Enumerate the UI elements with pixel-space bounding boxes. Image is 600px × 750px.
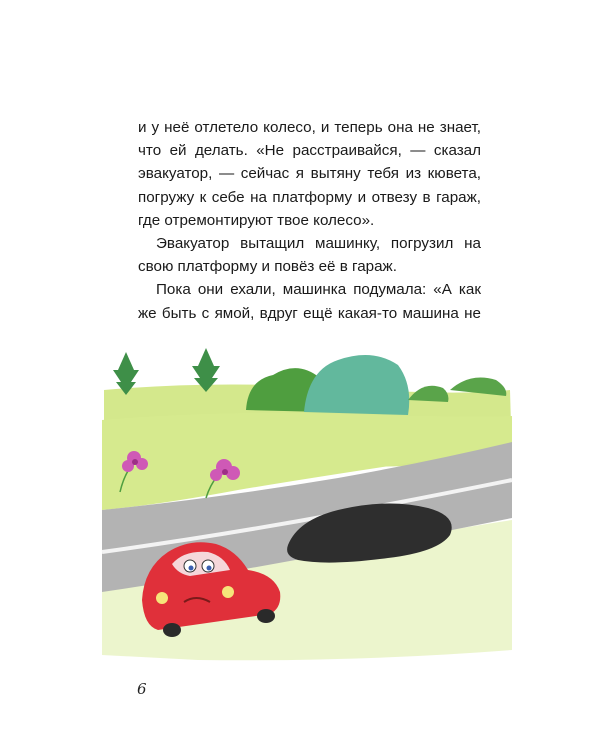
paragraph-2: Эвакуатор вытащил машинку, погрузил на свою платформу и повёз её в гараж. xyxy=(138,235,481,276)
car-wheel xyxy=(257,609,275,623)
page-number: 6 xyxy=(137,680,147,698)
paragraph-3: Пока они ехали, машинка подумала: «А как же быть с ямой, вдруг ещё какая-то машина не xyxy=(138,281,481,322)
paragraph-1: и у неё отлетело колесо, и теперь она не знает, что ей делать. «Не расстраивайся, — сказал эвакуатор, — сейчас я вытяну тебя из кювета, погружу к себе на платформу и отвезу в гараж, где отремонтируют твое колесо». xyxy=(138,119,481,229)
road-illustration xyxy=(98,330,518,665)
car-wheel xyxy=(163,623,181,637)
